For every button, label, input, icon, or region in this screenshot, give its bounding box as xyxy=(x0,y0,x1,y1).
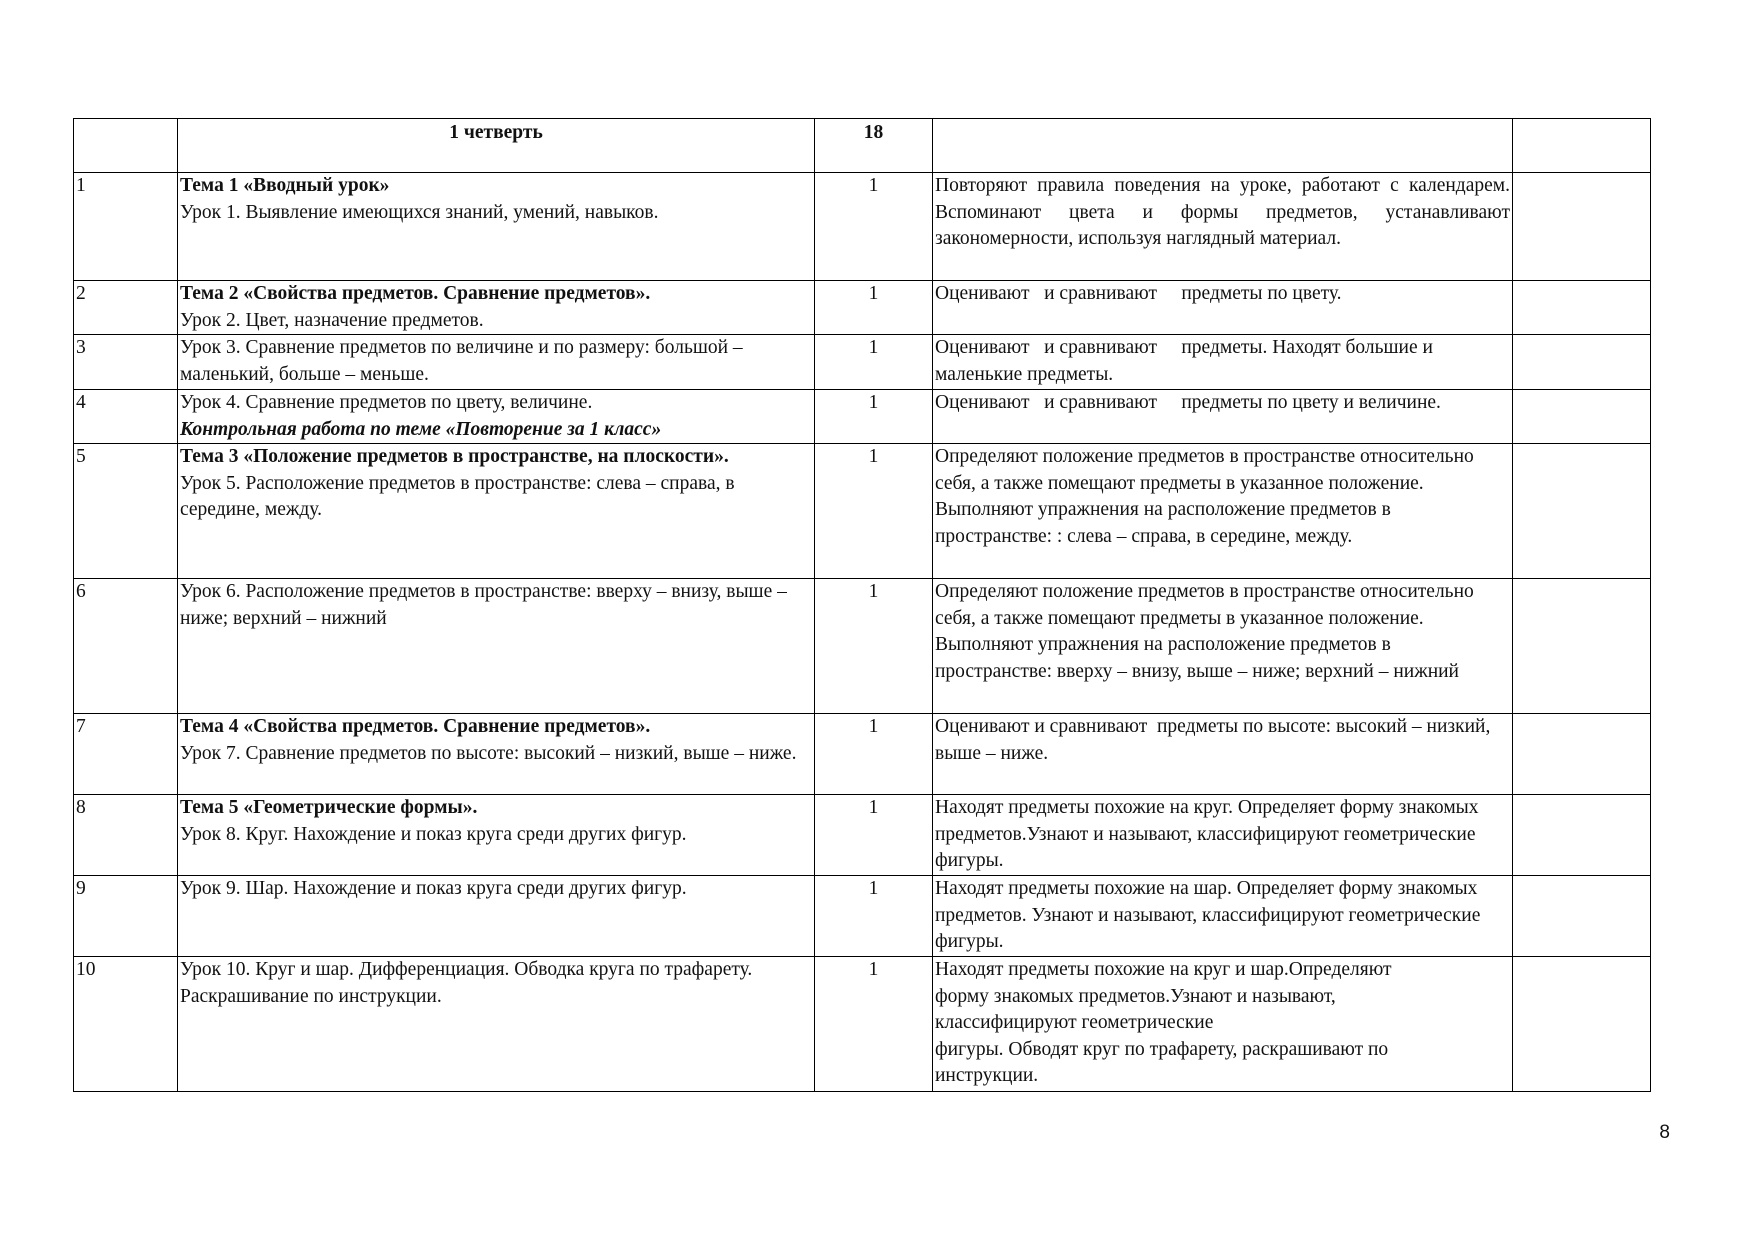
lesson-cell xyxy=(178,444,815,579)
table-row xyxy=(74,957,1651,1092)
hours-count: 1 xyxy=(815,335,933,390)
table-row xyxy=(74,795,1651,876)
lesson-cell xyxy=(178,335,815,390)
lesson-title: Урок 1. Выявление имеющихся знаний, умений, навыков. xyxy=(180,201,659,223)
notes-cell xyxy=(1513,390,1651,444)
lesson-title: Урок 9. Шар. Нахождение и показ круга среди других фигур. xyxy=(180,878,687,899)
topic-title: Тема 4 «Свойства предметов. Сравнение предметов». xyxy=(180,716,651,737)
table-row xyxy=(74,173,1651,281)
activity-line: Находят предметы похожие на круг и шар.Определяют xyxy=(935,959,1392,980)
lesson-title: Урок 6. Расположение предметов в пространстве: вверху – внизу, выше – ниже; верхний – нижний xyxy=(180,581,787,629)
lesson-cell xyxy=(178,795,815,876)
header-num-cell xyxy=(74,119,178,173)
lesson-cell xyxy=(178,281,815,335)
lesson-title: Урок 10. Круг и шар. Дифференциация. Обводка круга по трафарету. Раскрашивание по инструкции. xyxy=(180,959,753,1007)
topic-title: Тема 3 «Положение предметов в пространстве, на плоскости». xyxy=(180,446,729,467)
topic-title: Тема 1 «Вводный урок» xyxy=(180,175,390,196)
hours-count: 1 xyxy=(815,876,933,957)
row-number: 5 xyxy=(74,444,178,579)
row-number: 6 xyxy=(74,579,178,714)
notes-cell xyxy=(1513,335,1651,390)
lesson-title: Урок 2. Цвет, назначение предметов. xyxy=(180,309,484,331)
activity-line: инструкции. xyxy=(935,1065,1039,1086)
notes-cell xyxy=(1513,281,1651,335)
control-work-title: Контрольная работа по теме «Повторение за 1 класс» xyxy=(180,418,662,440)
lesson-plan-table xyxy=(73,118,1651,1092)
table-row xyxy=(74,876,1651,957)
notes-cell xyxy=(1513,795,1651,876)
hours-count: 1 xyxy=(815,173,933,281)
hours-count: 1 xyxy=(815,281,933,335)
notes-cell xyxy=(1513,957,1651,1092)
row-number: 10 xyxy=(74,957,178,1092)
activity-description: Оценивают и сравнивают предметы. Находят большие и маленькие предметы. xyxy=(933,335,1513,390)
activity-description: Повторяют правила поведения на уроке, работают с календарем. Вспоминают цвета и формы предметов, устанавливают закономерности, используя наглядный материал. xyxy=(933,173,1513,281)
hours-count: 1 xyxy=(815,579,933,714)
row-number: 1 xyxy=(74,173,178,281)
lesson-cell xyxy=(178,579,815,714)
table-row xyxy=(74,335,1651,390)
row-number: 9 xyxy=(74,876,178,957)
activity-line: фигуры. Обводят круг по трафарету, раскрашивают по xyxy=(935,1038,1389,1060)
hours-count: 1 xyxy=(815,714,933,795)
lesson-cell xyxy=(178,390,815,444)
activity-description xyxy=(933,957,1513,1092)
activity-description: Оценивают и сравнивают предметы по цвету. xyxy=(933,281,1513,335)
row-number: 2 xyxy=(74,281,178,335)
activity-description: Определяют положение предметов в пространстве относительно себя, а также помещают предметы в указанное положение. Выполняют упражнения на расположение предметов в пространстве: : слева – справа, в середине, между. xyxy=(933,444,1513,579)
quarter-title: 1 четверть xyxy=(178,119,815,173)
notes-cell xyxy=(1513,876,1651,957)
row-number: 8 xyxy=(74,795,178,876)
table-row xyxy=(74,714,1651,795)
table-header-row xyxy=(74,119,1651,173)
notes-cell xyxy=(1513,173,1651,281)
hours-count: 1 xyxy=(815,444,933,579)
topic-title: Тема 5 «Геометрические формы». xyxy=(180,797,478,818)
hours-count: 1 xyxy=(815,390,933,444)
lesson-title: Урок 4. Сравнение предметов по цвету, величине. xyxy=(180,392,593,413)
activity-description: Оценивают и сравнивают предметы по цвету и величине. xyxy=(933,390,1513,444)
hours-count: 1 xyxy=(815,957,933,1092)
activity-description: Оценивают и сравнивают предметы по высоте: высокий – низкий, выше – ниже. xyxy=(933,714,1513,795)
row-number: 7 xyxy=(74,714,178,795)
table-row xyxy=(74,281,1651,335)
row-number: 3 xyxy=(74,335,178,390)
lesson-title: Урок 7. Сравнение предметов по высоте: высокий – низкий, выше – ниже. xyxy=(180,742,797,764)
lesson-title: Урок 5. Расположение предметов в пространстве: слева – справа, в середине, между. xyxy=(180,472,735,520)
lesson-cell xyxy=(178,876,815,957)
notes-cell xyxy=(1513,444,1651,579)
lesson-title: Урок 3. Сравнение предметов по величине и по размеру: большой – маленький, больше – меньше. xyxy=(180,337,743,385)
row-number: 4 xyxy=(74,390,178,444)
table-row xyxy=(74,390,1651,444)
table-row xyxy=(74,579,1651,714)
lesson-cell xyxy=(178,173,815,281)
header-activity-cell xyxy=(933,119,1513,173)
hours-count: 1 xyxy=(815,795,933,876)
table-row xyxy=(74,444,1651,579)
activity-description: Определяют положение предметов в пространстве относительно себя, а также помещают предметы в указанное положение. Выполняют упражнения на расположение предметов в пространстве: вверху – внизу, выше – ниже; верхний – нижний xyxy=(933,579,1513,714)
activity-line: классифицируют геометрические xyxy=(935,1012,1214,1033)
page-number: 8 xyxy=(1659,1122,1670,1143)
header-notes-cell xyxy=(1513,119,1651,173)
lesson-cell xyxy=(178,957,815,1092)
notes-cell xyxy=(1513,579,1651,714)
topic-title: Тема 2 «Свойства предметов. Сравнение предметов». xyxy=(180,283,651,304)
activity-description: Находят предметы похожие на круг. Определяет форму знакомых предметов.Узнают и называют, классифицируют геометрические фигуры. xyxy=(933,795,1513,876)
lesson-title: Урок 8. Круг. Нахождение и показ круга среди других фигур. xyxy=(180,823,687,845)
quarter-hours: 18 xyxy=(815,119,933,173)
notes-cell xyxy=(1513,714,1651,795)
activity-line: форму знакомых предметов.Узнают и называют, xyxy=(935,985,1336,1007)
lesson-cell xyxy=(178,714,815,795)
activity-description: Находят предметы похожие на шар. Определяет форму знакомых предметов. Узнают и называют, классифицируют геометрические фигуры. xyxy=(933,876,1513,957)
